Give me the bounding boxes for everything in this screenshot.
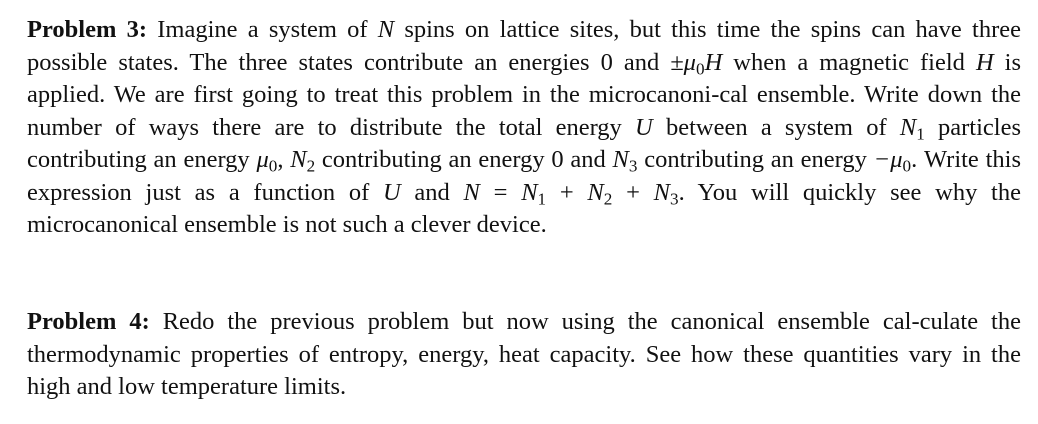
problem-3-label: Problem 3:	[27, 16, 147, 43]
math-subscript: 1	[537, 188, 547, 208]
math-symbol	[587, 179, 612, 206]
math-base: N	[463, 178, 480, 206]
math-base: N	[612, 146, 629, 173]
text-run: when a magnetic field	[722, 48, 976, 76]
math-subscript: 0	[695, 58, 705, 78]
math-subscript: 0	[268, 156, 278, 176]
math-subscript: 0	[902, 156, 912, 176]
math-symbol	[612, 146, 638, 176]
math-symbol	[290, 146, 316, 176]
math-base: N	[377, 16, 395, 43]
text-run: Redo the previous problem but now using the canonical ensemble cal-culate the thermodynamic properties of entropy, energy, heat capacity. See how these quantities vary in the high and low temperature limits.	[27, 308, 1021, 400]
problem-3-paragraph	[27, 14, 1021, 242]
problem-4-body	[27, 308, 1021, 400]
text-run: particles contributing an energy	[27, 113, 1021, 173]
math-symbol	[521, 179, 546, 206]
text-run: and	[400, 178, 464, 206]
math-base: H	[704, 48, 723, 76]
math-base: N	[290, 146, 307, 173]
text-run: contributing an energy	[637, 146, 874, 173]
text-run: =	[479, 178, 522, 206]
math-symbol	[378, 16, 394, 43]
math-base: N	[653, 178, 670, 206]
math-symbol	[383, 179, 401, 206]
math-base: N	[587, 178, 604, 206]
math-subscript: 2	[603, 188, 613, 208]
text-run: Imagine a system of	[157, 16, 378, 43]
math-symbol	[900, 114, 925, 141]
problem-4-paragraph	[27, 306, 1021, 404]
math-subscript: 3	[670, 188, 679, 208]
math-base: U	[382, 178, 401, 206]
math-subscript: 2	[306, 156, 316, 176]
math-base: μ	[256, 146, 269, 173]
text-run: is applied. We are first going to treat this problem in the microcanoni-cal ensemble. Write down the number of ways there are to distribute the total energy	[27, 48, 1021, 141]
problem-4-label: Problem 4:	[27, 308, 150, 335]
math-base: U	[635, 113, 653, 141]
text-run: ,	[277, 146, 291, 173]
math-symbol	[464, 179, 480, 206]
text-run: +	[612, 178, 654, 206]
math-subscript: 3	[628, 156, 638, 176]
text-run: +	[546, 178, 588, 206]
math-base: N	[899, 113, 917, 141]
math-base: N	[521, 178, 538, 206]
problem-3-body	[27, 16, 1021, 238]
math-symbol	[670, 49, 704, 76]
math-base: ±μ	[670, 48, 696, 76]
math-base: −μ	[873, 146, 903, 173]
math-symbol	[654, 179, 679, 206]
text-run: contributing an energy 0 and	[315, 146, 613, 173]
math-symbol	[976, 49, 994, 76]
math-symbol	[873, 146, 912, 176]
text-run: spins on lattice sites, but this time the spins can have three possible states. The three states contribute an energies 0 and	[27, 16, 1021, 76]
text-run: . Write this expression just as a function of	[27, 146, 1021, 206]
text-run: . You will quickly see why the microcanonical ensemble is not such a clever device.	[27, 178, 1021, 238]
text-run: between a system of	[652, 113, 900, 141]
math-subscript: 1	[916, 123, 925, 143]
math-symbol	[635, 114, 653, 141]
math-symbol	[705, 49, 723, 76]
math-base: H	[975, 48, 994, 76]
math-symbol	[256, 146, 278, 176]
